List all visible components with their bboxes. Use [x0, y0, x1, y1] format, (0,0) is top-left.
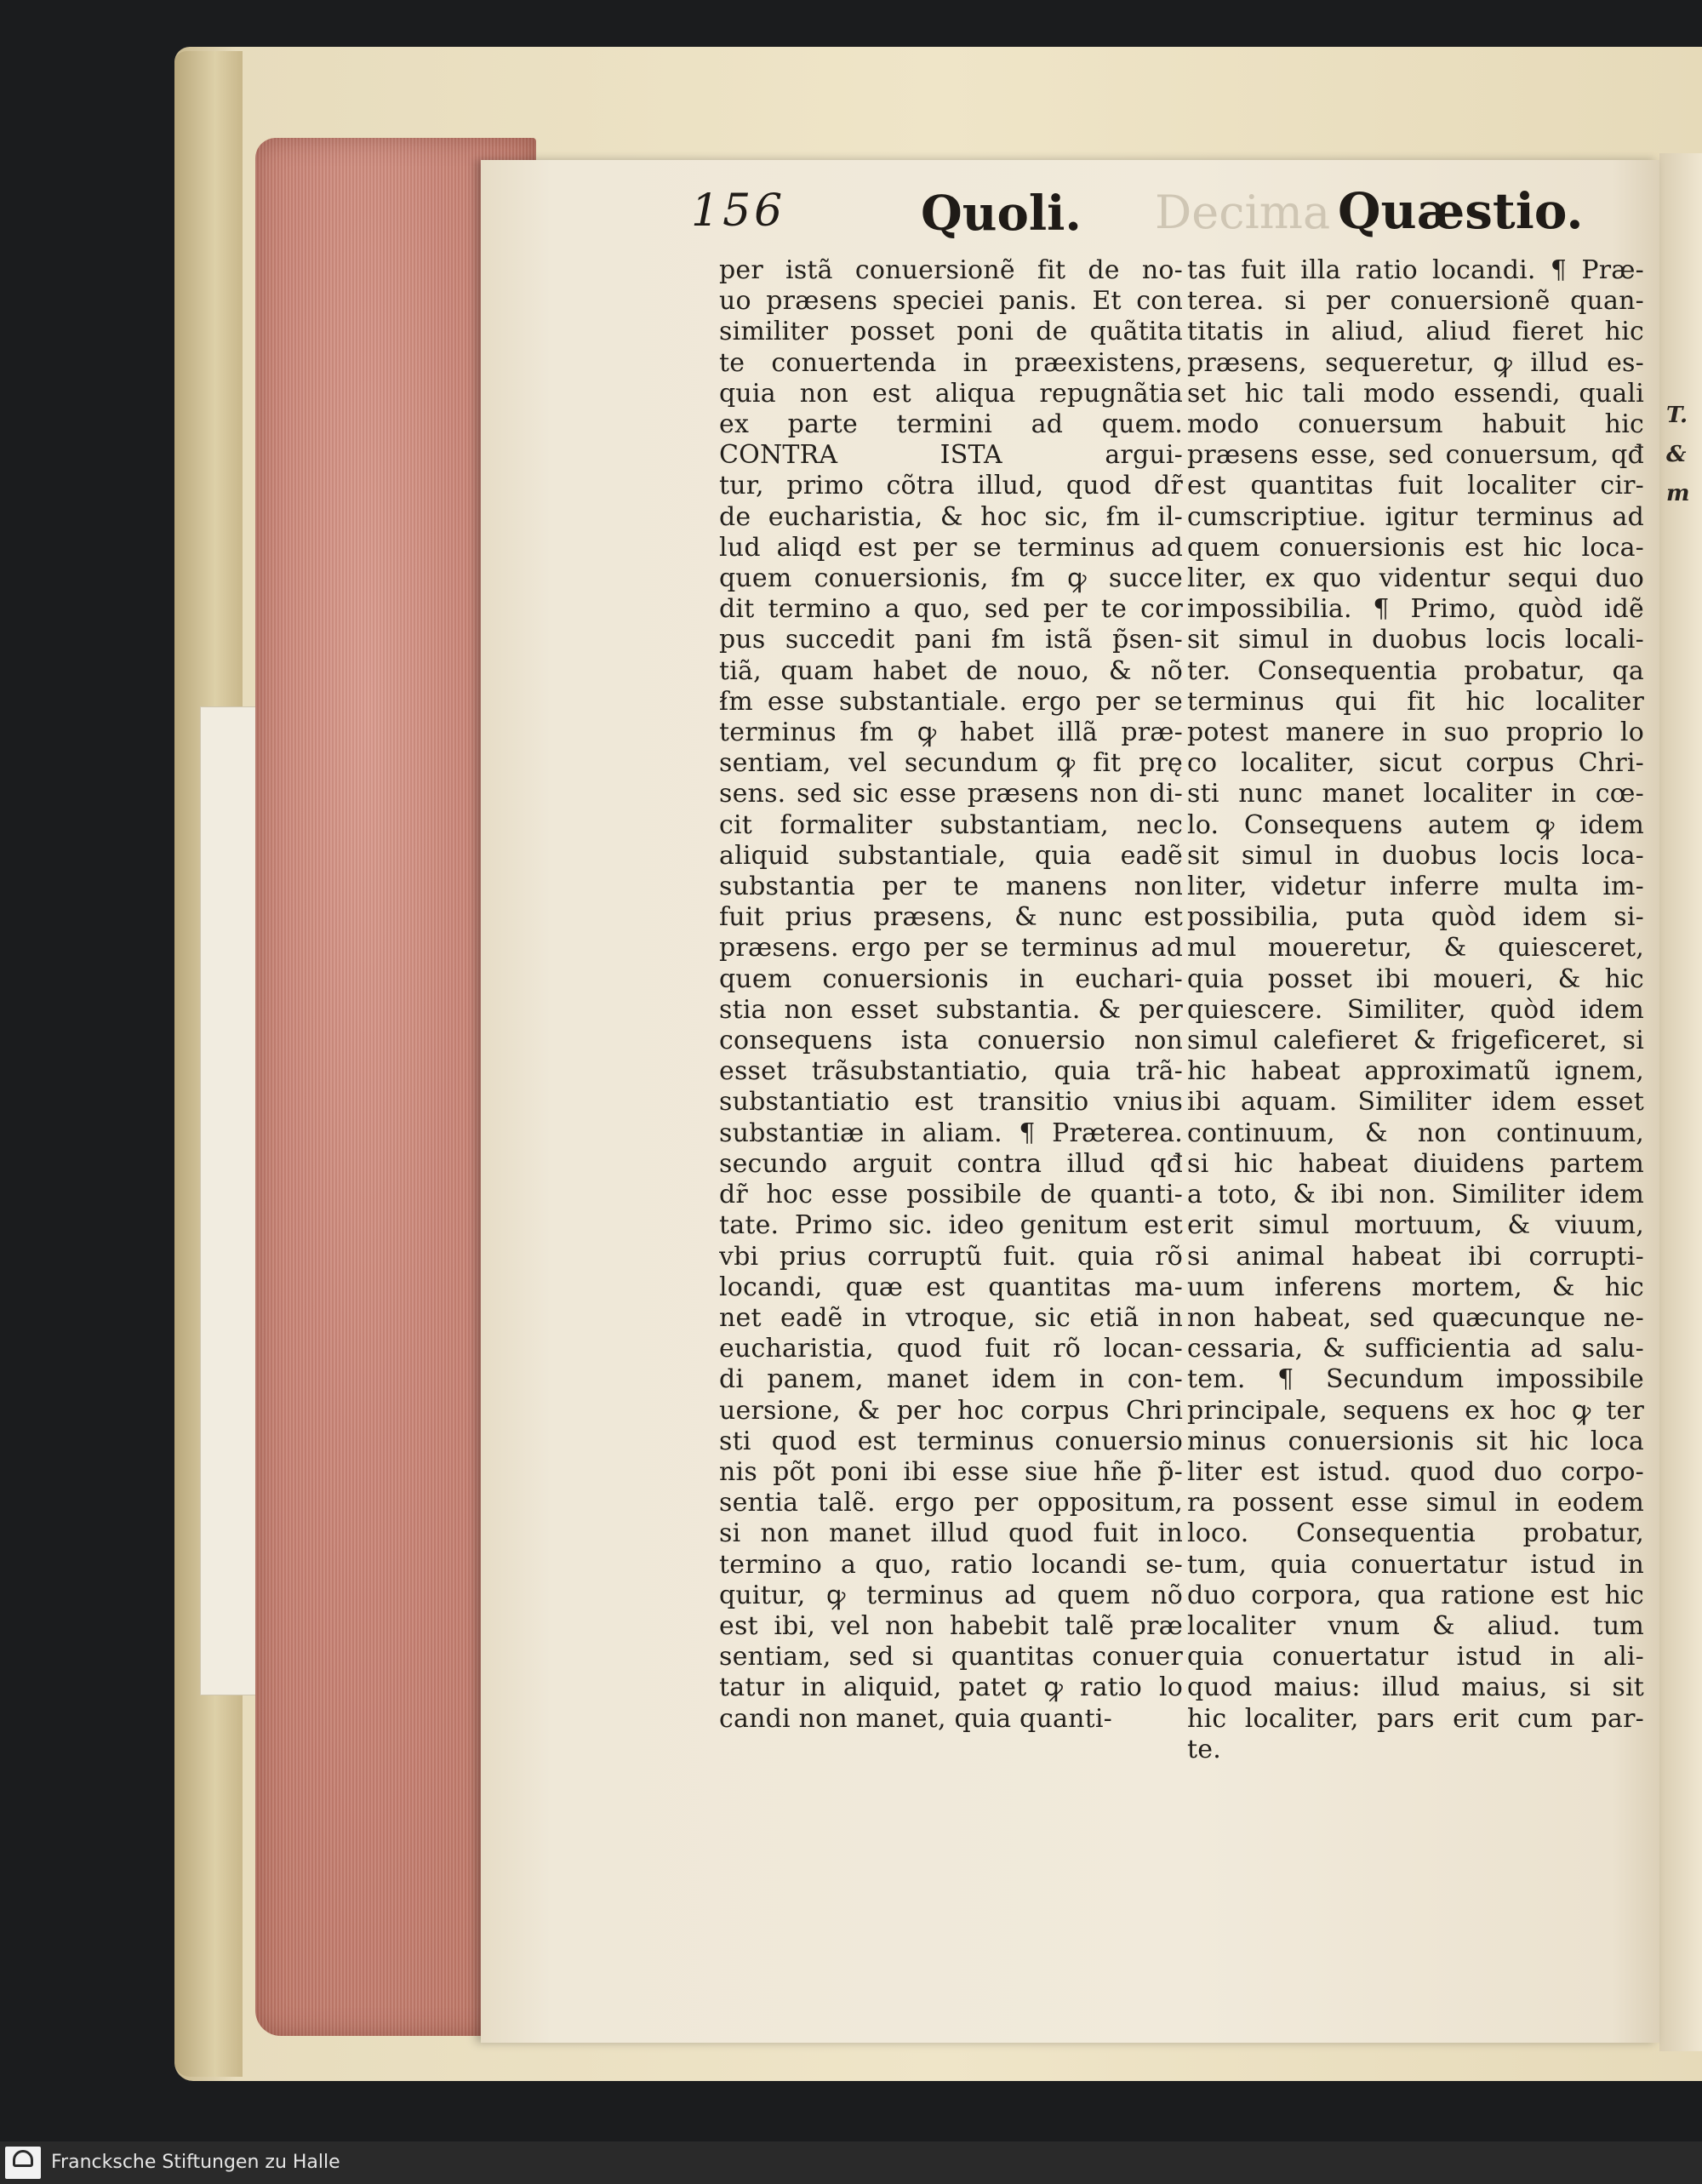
running-title-right: Quæstio.: [1338, 182, 1584, 240]
margin-note: &: [1666, 442, 1687, 467]
text-line: tur, primo cõtra illud, quod dr̃: [719, 471, 1183, 501]
text-line: termino a quo, ratio locandi se-: [719, 1549, 1183, 1580]
text-line: vbi prius corruptũ fuit. quia rõ: [719, 1241, 1183, 1272]
text-line: stia non esset substantia. & per: [719, 994, 1183, 1025]
text-line: ra possent esse simul in eodem: [1187, 1488, 1644, 1518]
text-line: de eucharistia, & hoc sic, ẜm il-: [719, 501, 1183, 532]
text-line: substantiæ in aliam. ¶ Præterea.: [719, 1118, 1183, 1148]
text-line: duo corpora, qua ratione est hic: [1187, 1580, 1644, 1610]
text-line: erit simul mortuum, & viuum,: [1187, 1210, 1644, 1241]
footer-credit: Francksche Stiftungen zu Halle: [51, 2152, 340, 2173]
text-line: sentiam, vel secundum ꝙ fit prę: [719, 748, 1183, 779]
text-line: si hic habeat diuidens partem: [1187, 1148, 1644, 1179]
page-header: [691, 182, 1636, 254]
text-line: titatis in aliud, aliud fieret hic: [1187, 317, 1644, 347]
text-line: set hic tali modo essendi, quali: [1187, 378, 1644, 409]
text-line: ibi aquam. Similiter idem esset: [1187, 1087, 1644, 1118]
text-line: cumscriptiue. igitur terminus ad: [1187, 501, 1644, 532]
text-line: te conuertenda in præexistens,: [719, 347, 1183, 378]
text-line: aliquid substantiale, quia eadẽ: [719, 840, 1183, 871]
text-line: quiescere. Similiter, quòd idem: [1187, 994, 1644, 1025]
text-line: tas fuit illa ratio locandi. ¶ Præ-: [1187, 255, 1644, 285]
text-line: sti nunc manet localiter in cœ-: [1187, 779, 1644, 809]
text-line: sentiam, sed si quantitas conuer: [719, 1642, 1183, 1672]
text-line: principale, sequens ex hoc ꝙ ter: [1187, 1395, 1644, 1426]
text-line: sti quod est terminus conuersio: [719, 1426, 1183, 1456]
text-column-left: [719, 255, 1183, 1735]
text-line: sens. sed sic esse præsens non di-: [719, 779, 1183, 809]
text-line: quia non est aliqua repugnãtia: [719, 378, 1183, 409]
text-line: liter est istud. quod duo corpo-: [1187, 1456, 1644, 1487]
text-line: est ibi, vel non habebit talẽ præ: [719, 1610, 1183, 1641]
page-number: 156: [691, 186, 786, 237]
text-line: uo præsens speciei panis. Et con: [719, 286, 1183, 317]
text-line: dr̃ hoc esse possibile de quanti-: [719, 1180, 1183, 1210]
text-line: impossibilia. ¶ Primo, quòd idẽ: [1187, 594, 1644, 625]
text-line: hic localiter, pars erit cum par-: [1187, 1703, 1644, 1734]
text-line: quia conuertatur istud in ali-: [1187, 1642, 1644, 1672]
text-line: si animal habeat ibi corrupti-: [1187, 1241, 1644, 1272]
text-line: tatur in aliquid, patet ꝙ ratio lo: [719, 1672, 1183, 1703]
text-line: quia posset ibi moueri, & hic: [1187, 963, 1644, 994]
text-line: terea. si per conuersionẽ quan-: [1187, 286, 1644, 317]
text-line: terminus ẜm ꝙ habet illã præ-: [719, 718, 1183, 748]
text-line: uum inferens mortem, & hic: [1187, 1272, 1644, 1302]
text-line: CONTRA ISTA argui-: [719, 440, 1183, 471]
text-line: substantia per te manens non: [719, 872, 1183, 902]
margin-note: m: [1666, 481, 1690, 506]
text-line: pus succedit pani ẜm istã p̃sen-: [719, 625, 1183, 655]
text-line: loco. Consequentia probatur,: [1187, 1518, 1644, 1549]
text-line: tum, quia conuertatur istud in: [1187, 1549, 1644, 1580]
text-line: hic habeat approximatũ ignem,: [1187, 1056, 1644, 1087]
text-line: esset trãsubstantiatio, quia trã-: [719, 1056, 1183, 1087]
text-line: ex parte termini ad quem.: [719, 409, 1183, 440]
text-line: dit termino a quo, sed per te cor: [719, 594, 1183, 625]
text-line: eucharistia, quod fuit rõ locan-: [719, 1334, 1183, 1364]
text-line: terminus qui fit hic localiter: [1187, 686, 1644, 717]
text-line: sit simul in duobus locis locali-: [1187, 625, 1644, 655]
inserted-paper-slip: [200, 706, 261, 1695]
margin-note: T.: [1666, 403, 1688, 428]
text-line: nis põt poni ibi esse siue hñe p̃-: [719, 1456, 1183, 1487]
text-line: cessaria, & sufficientia ad salu-: [1187, 1334, 1644, 1364]
text-line: secundo arguit contra illud qđ: [719, 1148, 1183, 1179]
text-line: quod maius: illud maius, si sit: [1187, 1672, 1644, 1703]
text-line: sit simul in duobus locis loca-: [1187, 840, 1644, 871]
text-line: locandi, quæ est quantitas ma-: [719, 1272, 1183, 1302]
text-line: co localiter, sicut corpus Chri-: [1187, 748, 1644, 779]
text-line: simul calefieret & frigeficeret, si: [1187, 1026, 1644, 1056]
text-line: mul moueretur, & quiesceret,: [1187, 933, 1644, 963]
text-line: minus conuersionis sit hic loca: [1187, 1426, 1644, 1456]
text-line: possibilia, puta quòd idem si-: [1187, 902, 1644, 933]
text-line: per istã conuersionẽ fit de no-: [719, 255, 1183, 285]
text-line: tiã, quam habet de nouo, & nõ: [719, 655, 1183, 686]
text-line: non habeat, sed quæcunque ne-: [1187, 1302, 1644, 1333]
text-line: fuit prius præsens, & nunc est: [719, 902, 1183, 933]
footer-bar: [0, 2141, 1702, 2184]
text-line: liter, ex quo videntur sequi duo: [1187, 563, 1644, 594]
text-line: ẜm esse substantiale. ergo per se: [719, 686, 1183, 717]
text-line: quem conuersionis est hic loca-: [1187, 532, 1644, 563]
text-line: consequens ista conuersio non: [719, 1026, 1183, 1056]
text-line: præsens esse, sed conuersum, qđ: [1187, 440, 1644, 471]
text-column-right: [1187, 255, 1644, 1765]
text-line: uersione, & per hoc corpus Chri: [719, 1395, 1183, 1426]
margin-notes: [1666, 396, 1700, 513]
running-title-faded: Decima: [1155, 186, 1331, 239]
text-line: te.: [1187, 1734, 1221, 1764]
text-line: est quantitas fuit localiter cir-: [1187, 471, 1644, 501]
text-line: quem conuersionis in euchari-: [719, 963, 1183, 994]
text-line: net eadẽ in vtroque, sic etiã in: [719, 1302, 1183, 1333]
text-line: quem conuersionis, ẜm ꝙ succe: [719, 563, 1183, 594]
text-line: cit formaliter substantiam, nec: [719, 809, 1183, 840]
text-line: si non manet illud quod fuit in: [719, 1518, 1183, 1549]
text-line: similiter posset poni de quãtita: [719, 317, 1183, 347]
text-line: liter, videtur inferre multa im-: [1187, 872, 1644, 902]
text-line: lo. Consequens autem ꝙ idem: [1187, 809, 1644, 840]
foundation-logo-icon: [5, 2147, 41, 2179]
text-line: localiter vnum & aliud. tum: [1187, 1610, 1644, 1641]
text-line: modo conuersum habuit hic: [1187, 409, 1644, 440]
text-line: præsens, sequeretur, ꝙ illud es-: [1187, 347, 1644, 378]
text-line: potest manere in suo proprio lo: [1187, 718, 1644, 748]
text-line: sentia talẽ. ergo per oppositum,: [719, 1488, 1183, 1518]
text-line: substantiatio est transitio vnius: [719, 1087, 1183, 1118]
text-line: candi non manet, quia quanti-: [719, 1703, 1112, 1734]
text-line: ter. Consequentia probatur, qa: [1187, 655, 1644, 686]
text-line: tem. ¶ Secundum impossibile: [1187, 1364, 1644, 1395]
text-line: quitur, ꝙ terminus ad quem nõ: [719, 1580, 1183, 1610]
text-line: di panem, manet idem in con-: [719, 1364, 1183, 1395]
running-title-left: Quoli.: [921, 186, 1082, 242]
text-line: præsens. ergo per se terminus ad: [719, 933, 1183, 963]
text-line: tate. Primo sic. ideo genitum est: [719, 1210, 1183, 1241]
text-line: a toto, & ibi non. Similiter idem: [1187, 1180, 1644, 1210]
text-line: lud aliqd est per se terminus ad: [719, 532, 1183, 563]
text-line: continuum, & non continuum,: [1187, 1118, 1644, 1148]
